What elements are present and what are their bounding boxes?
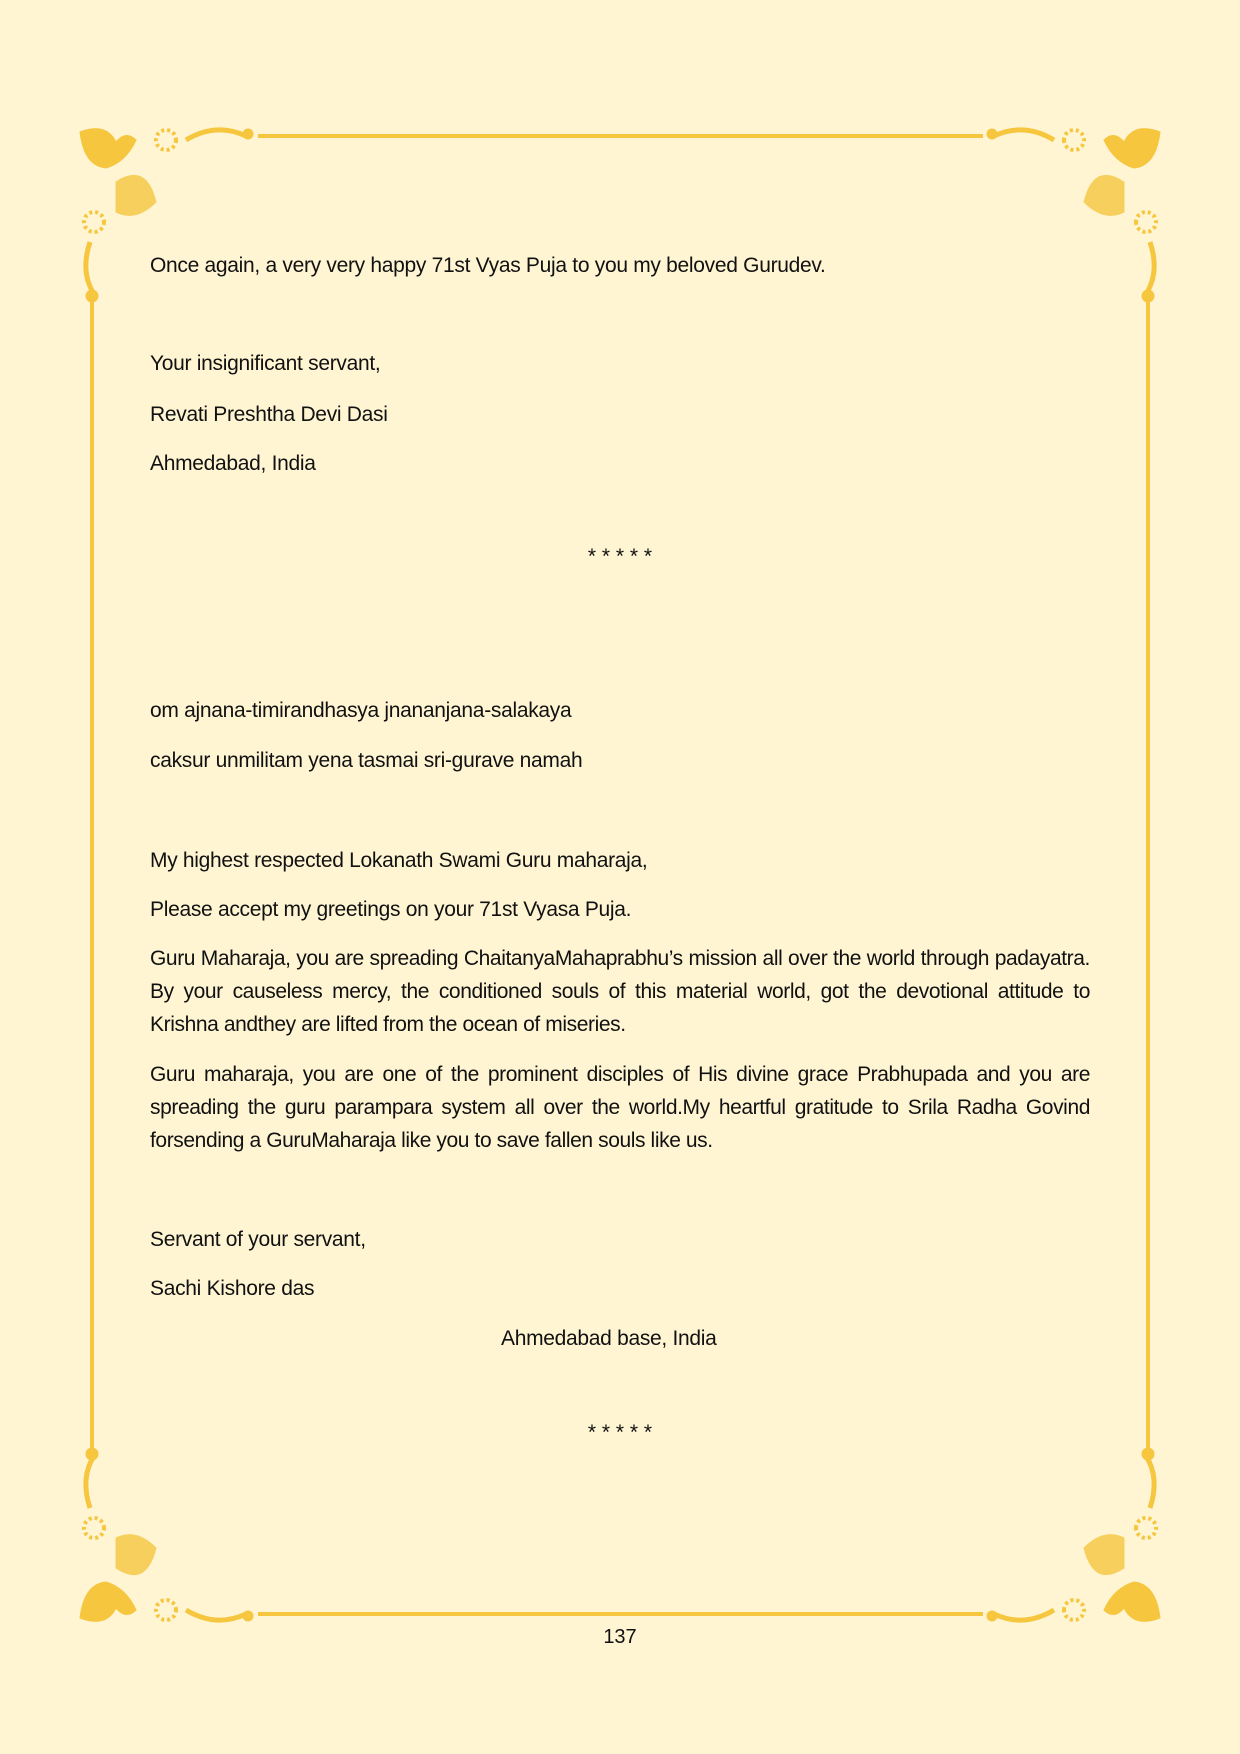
author-name: Revati Preshtha Devi Dasi: [150, 403, 388, 426]
greeting: Please accept my greetings on your 71st Vyasa Puja.: [150, 898, 632, 921]
author-location: Ahmedabad, India: [150, 452, 316, 475]
signoff: Your insignificant servant,: [150, 352, 381, 375]
paragraph-1: Guru Maharaja, you are spreading ChaitanyaMahaprabhu’s mission all over the world through padayatra. By your causeless mercy, the conditioned souls of this material world, got the devotional attitude to Krishna andthey are lifted from the ocean of miseries.: [150, 947, 1090, 1036]
salutation: My highest respected Lokanath Swami Guru maharaja,: [150, 849, 648, 872]
closing-wish: Once again, a very very happy 71st Vyas Puja to you my beloved Gurudev.: [150, 254, 826, 277]
signoff: Servant of your servant,: [150, 1228, 366, 1251]
border-bottom: [258, 1612, 983, 1616]
section-separator: * * * * *: [587, 545, 653, 568]
verse-line-2: caksur unmilitam yena tasmai sri-gurave namah: [150, 749, 583, 772]
border-left: [90, 292, 94, 1458]
border-top: [258, 134, 983, 138]
corner-ornament-icon: [76, 1448, 256, 1628]
verse-line-1: om ajnana-timirandhasya jnananjana-salakaya: [150, 699, 572, 722]
corner-ornament-icon: [984, 1448, 1164, 1628]
page-number: 137: [603, 1626, 637, 1648]
author-location: Ahmedabad base, India: [501, 1327, 717, 1350]
border-right: [1146, 292, 1150, 1458]
paragraph-2: Guru maharaja, you are one of the prominent disciples of His divine grace Prabhupada and you are spreading the guru parampara system all over the world.My heartful gratitude to Srila Radha Govind forsending a GuruMaharaja like you to save fallen souls like us.: [150, 1063, 1090, 1152]
section-separator: * * * * *: [587, 1421, 653, 1444]
author-name: Sachi Kishore das: [150, 1277, 315, 1300]
corner-ornament-icon: [984, 122, 1164, 302]
